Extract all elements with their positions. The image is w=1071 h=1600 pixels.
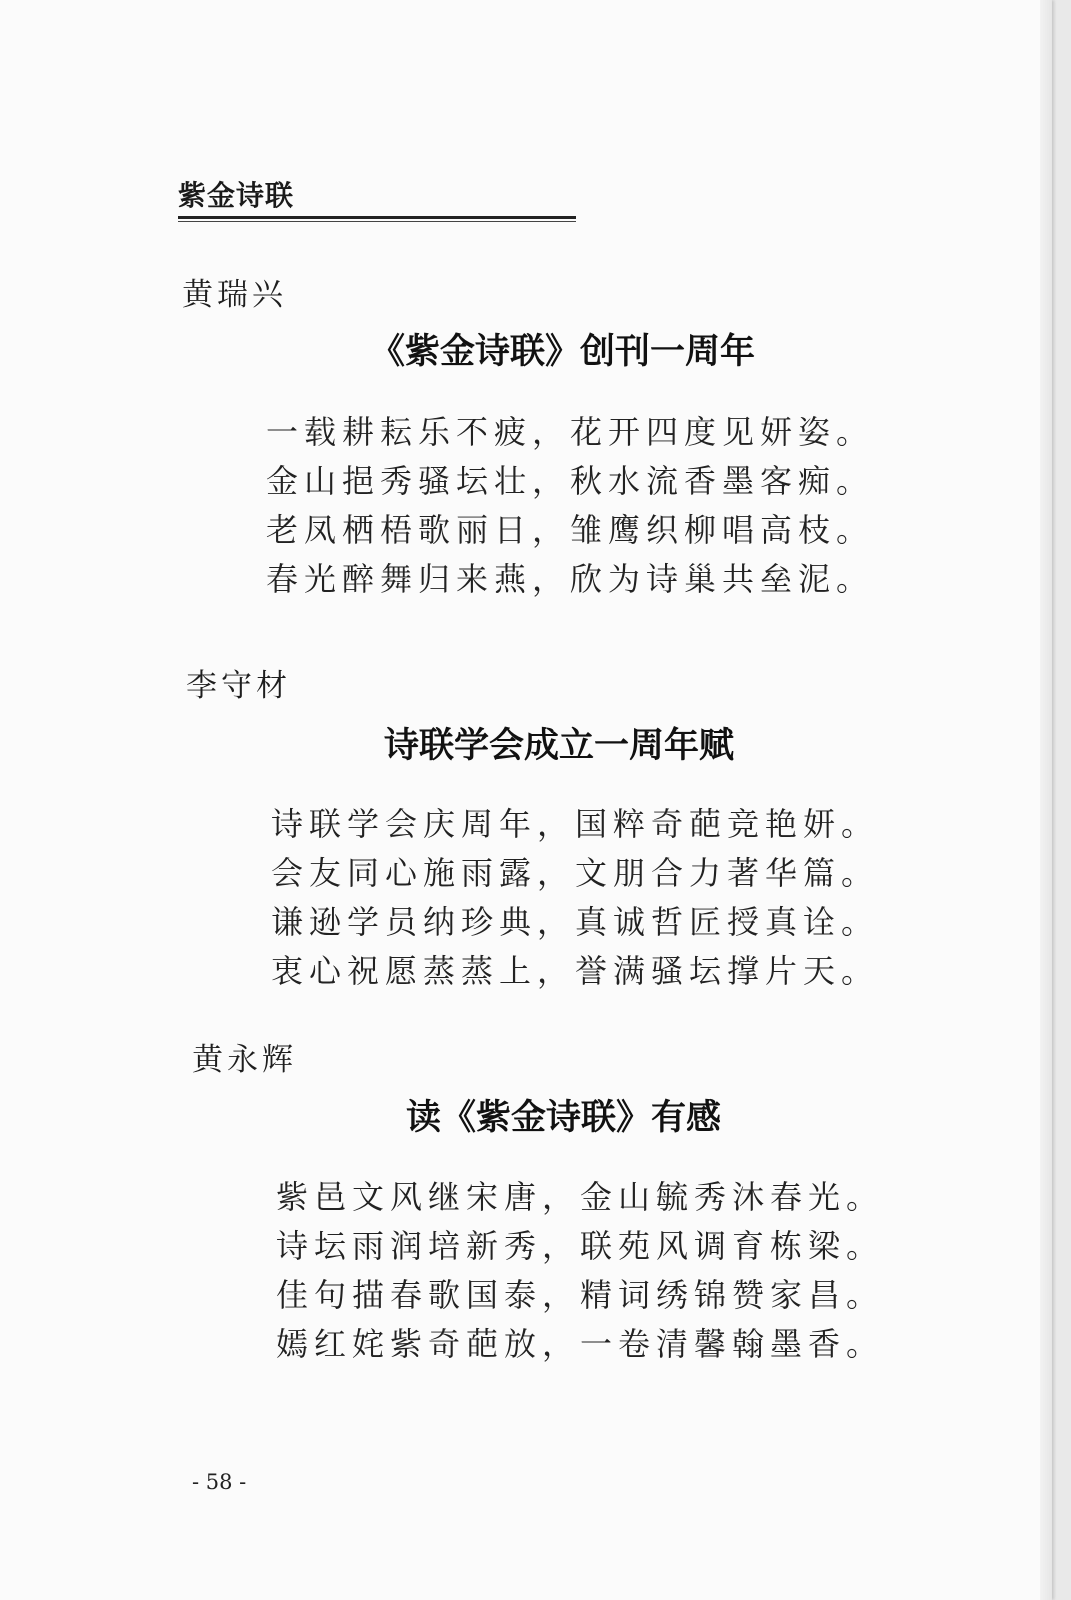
running-header bbox=[178, 178, 576, 222]
poem-title: 《紫金诗联》创刊一周年 bbox=[370, 332, 756, 372]
header-rule-thick bbox=[178, 216, 576, 219]
poem-body bbox=[271, 800, 879, 996]
poem-title: 读《紫金诗联》有感 bbox=[406, 1098, 722, 1138]
journal-title: 紫金诗联 bbox=[178, 179, 295, 212]
verse-line: 金山挹秀骚坛壮，秋水流香墨客痴。 bbox=[266, 462, 875, 500]
page-number: - 58 - bbox=[192, 1470, 247, 1494]
verse-line: 老凤栖梧歌丽日，雏鹰织柳唱高枝。 bbox=[266, 511, 875, 549]
verse-line: 一载耕耘乐不疲，花开四度见妍姿。 bbox=[266, 413, 875, 451]
verse-line: 春光醉舞归来燕，欣为诗巢共垒泥。 bbox=[266, 560, 875, 598]
poem-title: 诗联学会成立一周年赋 bbox=[384, 726, 735, 766]
header-rule-thin bbox=[178, 221, 576, 222]
verse-line: 佳句描春歌国泰，精词绣锦赞家昌。 bbox=[276, 1276, 885, 1314]
poem-author: 黄瑞兴 bbox=[182, 277, 287, 313]
page-edge bbox=[1040, 0, 1052, 1600]
verse-line: 诗联学会庆周年，国粹奇葩竞艳妍。 bbox=[271, 805, 880, 843]
verse-line: 嫣红姹紫奇葩放，一卷清馨翰墨香。 bbox=[276, 1325, 885, 1363]
poem-author: 李守材 bbox=[186, 668, 291, 704]
poem-body bbox=[276, 1173, 884, 1369]
verse-line: 紫邑文风继宋唐，金山毓秀沐春光。 bbox=[276, 1178, 885, 1216]
poem-body bbox=[266, 408, 874, 604]
verse-line: 谦逊学员纳珍典，真诚哲匠授真诠。 bbox=[271, 903, 880, 941]
poem-author: 黄永辉 bbox=[192, 1042, 297, 1078]
verse-line: 衷心祝愿蒸蒸上，誉满骚坛撑片天。 bbox=[271, 952, 880, 990]
verse-line: 诗坛雨润培新秀，联苑风调育栋梁。 bbox=[276, 1227, 885, 1265]
verse-line: 会友同心施雨露，文朋合力著华篇。 bbox=[271, 854, 880, 892]
